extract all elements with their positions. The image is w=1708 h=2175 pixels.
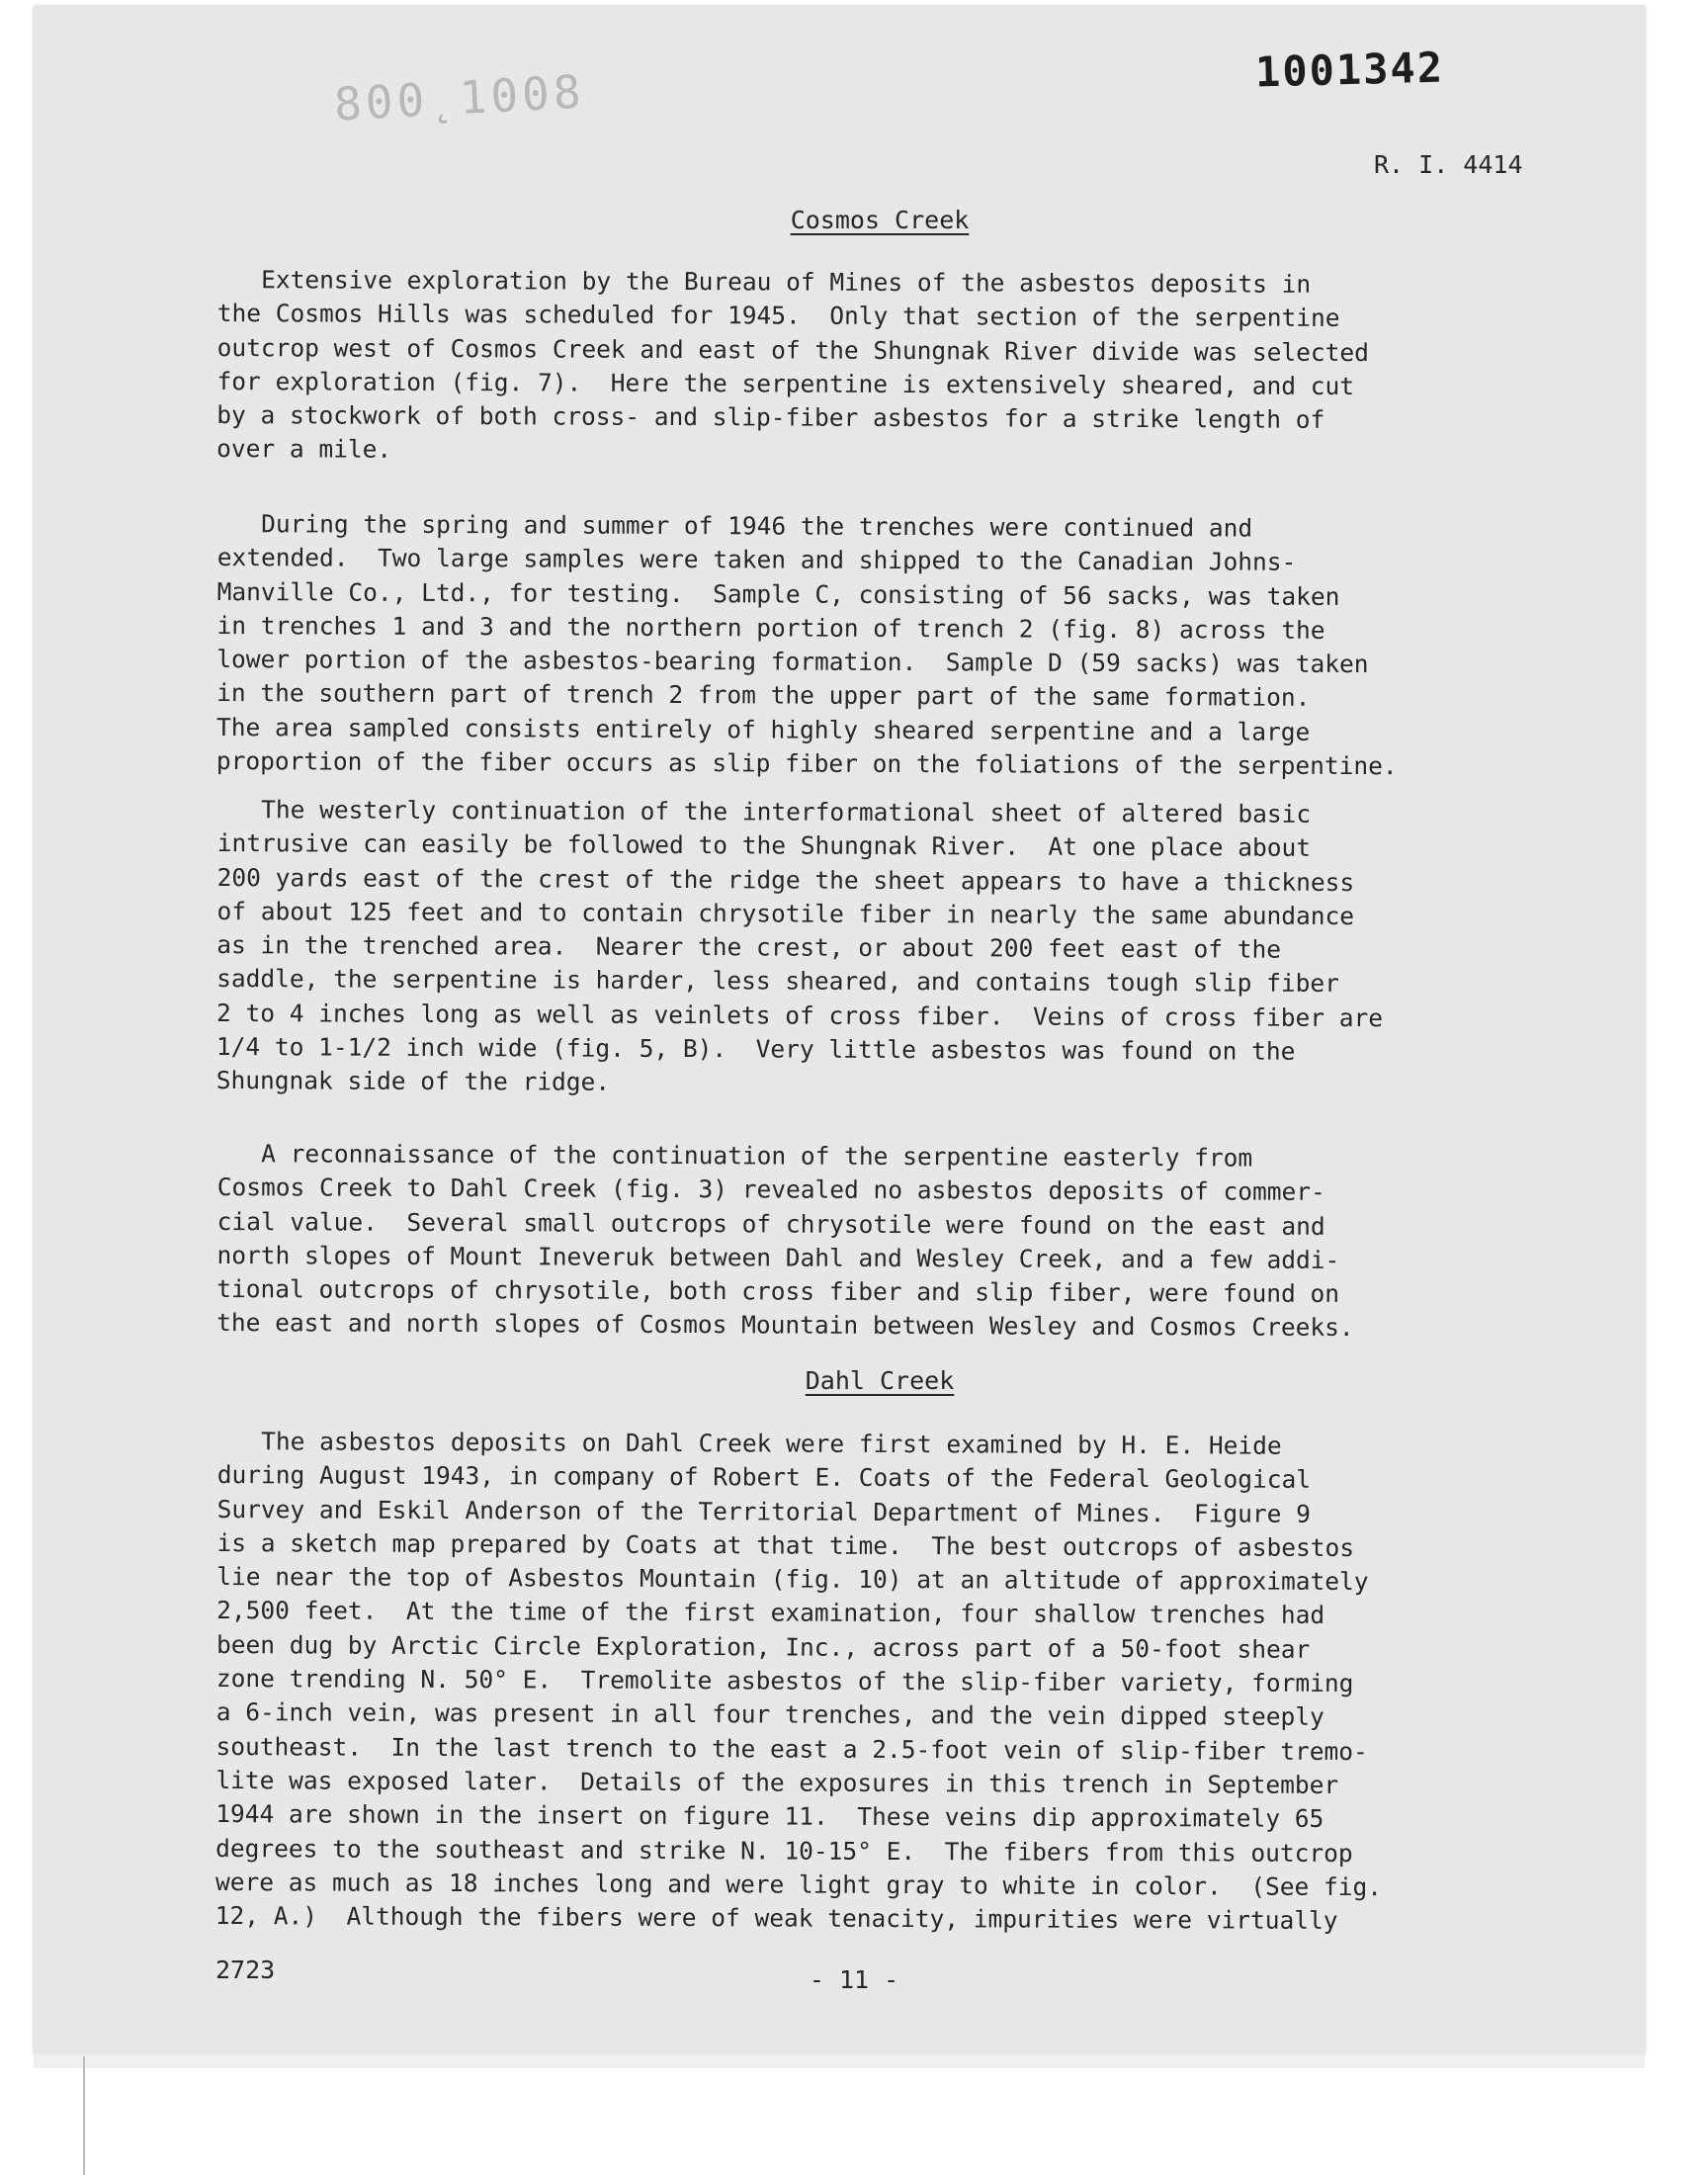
footer-code: 2723: [215, 1956, 276, 1984]
paragraph: The westerly continuation of the interformational sheet of altered basic intrusive can easily be followed to the Shungnak River. At one place about 200 yards east of the crest of the ridge the sheet appears to have a thickness of about 125 feet and to contain chrysotile fiber in nearly the same abundance as in the trenched area. Nearer the crest, or about 200 feet east of the saddle, the serpentine is harder, less sheared, and contains tough slip fiber 2 to 4 inches long as well as veinlets of cross fiber. Veins of cross fiber are 1/4 to 1-1/2 inch wide (fig. 5, B). Very little asbestos was found on the Shungnak side of the ridge.: [215, 795, 1384, 1097]
section-heading-cosmos-creek: Cosmos Creek: [790, 206, 970, 234]
document-number-stamp: 1001342: [1254, 43, 1445, 97]
report-id: R. I. 4414: [1374, 150, 1523, 179]
section-heading-dahl-creek: Dahl Creek: [805, 1366, 955, 1395]
paragraph: During the spring and summer of 1946 the trenches were continued and extended. Two large samples were taken and shipped to the Canadian Johns- Manville Co., Ltd., for testing. Sample C, consisting of 56 sacks, was taken in trenches 1 and 3 and the northern portion of trench 2 (fig. 8) across the lower portion of the asbestos-bearing formation. Sample D (59 sacks) was taken in the southern part of trench 2 from the upper part of the same formation. The area sampled consists entirely of highly sheared serpentine and a large proportion of the fiber occurs as slip fiber on the foliations of the serpentine.: [215, 509, 1398, 781]
faded-stamp: 800˛1008: [332, 64, 586, 131]
paragraph: Extensive exploration by the Bureau of Mines of the asbestos deposits in the Cosmos Hills was scheduled for 1945. Only that section of the serpentine outcrop west of Cosmos Creek and east of the Shungnak River divide was selected for exploration (fig. 7). Here the serpentine is extensively sheared, and cut by a stockwork of both cross- and slip-fiber asbestos for a strike length of over a mile.: [216, 264, 1369, 465]
paragraph: A reconnaissance of the continuation of the serpentine easterly from Cosmos Creek to Dahl Creek (fig. 3) revealed no asbestos deposits of commer- cial value. Several small outcrops of chrysotile were found on the east and north slopes of Mount Ineveruk between Dahl and Wesley Creek, and a few addi- tional outcrops of chrysotile, both cross fiber and slip fiber, were found on the east and north slopes of Cosmos Mountain between Wesley and Cosmos Creeks.: [216, 1139, 1354, 1343]
margin-rule: [83, 2056, 85, 2175]
paragraph: The asbestos deposits on Dahl Creek were first examined by H. E. Heide during August 1943, in company of Robert E. Coats of the Federal Geological Survey and Eskil Anderson of the Territorial Department of Mines. Figure 9 is a sketch map prepared by Coats at that time. The best outcrops of asbestos lie near the top of Asbestos Mountain (fig. 10) at an altitude of approximately 2,500 feet. At the time of the first examination, four shallow trenches had been dug by Arctic Circle Exploration, Inc., across part of a 50-foot shear zone trending N. 50° E. Tremolite asbestos of the slip-fiber variety, forming a 6-inch vein, was present in all four trenches, and the vein dipped steeply southeast. In the last trench to the east a 2.5-foot vein of slip-fiber tremo- lite was exposed later. Details of the exposures in this trench in September 1944 are shown in the insert on figure 11. These veins dip approximately 65 degrees to the southeast and strike N. 10-15° E. The fibers from this outcrop were as much as 18 inches long and were light gray to white in color. (See fig. 12, A.) Although the fibers were of weak tenacity, impurities were virtually: [214, 1427, 1383, 1936]
page-number: - 11 -: [809, 1965, 899, 1994]
